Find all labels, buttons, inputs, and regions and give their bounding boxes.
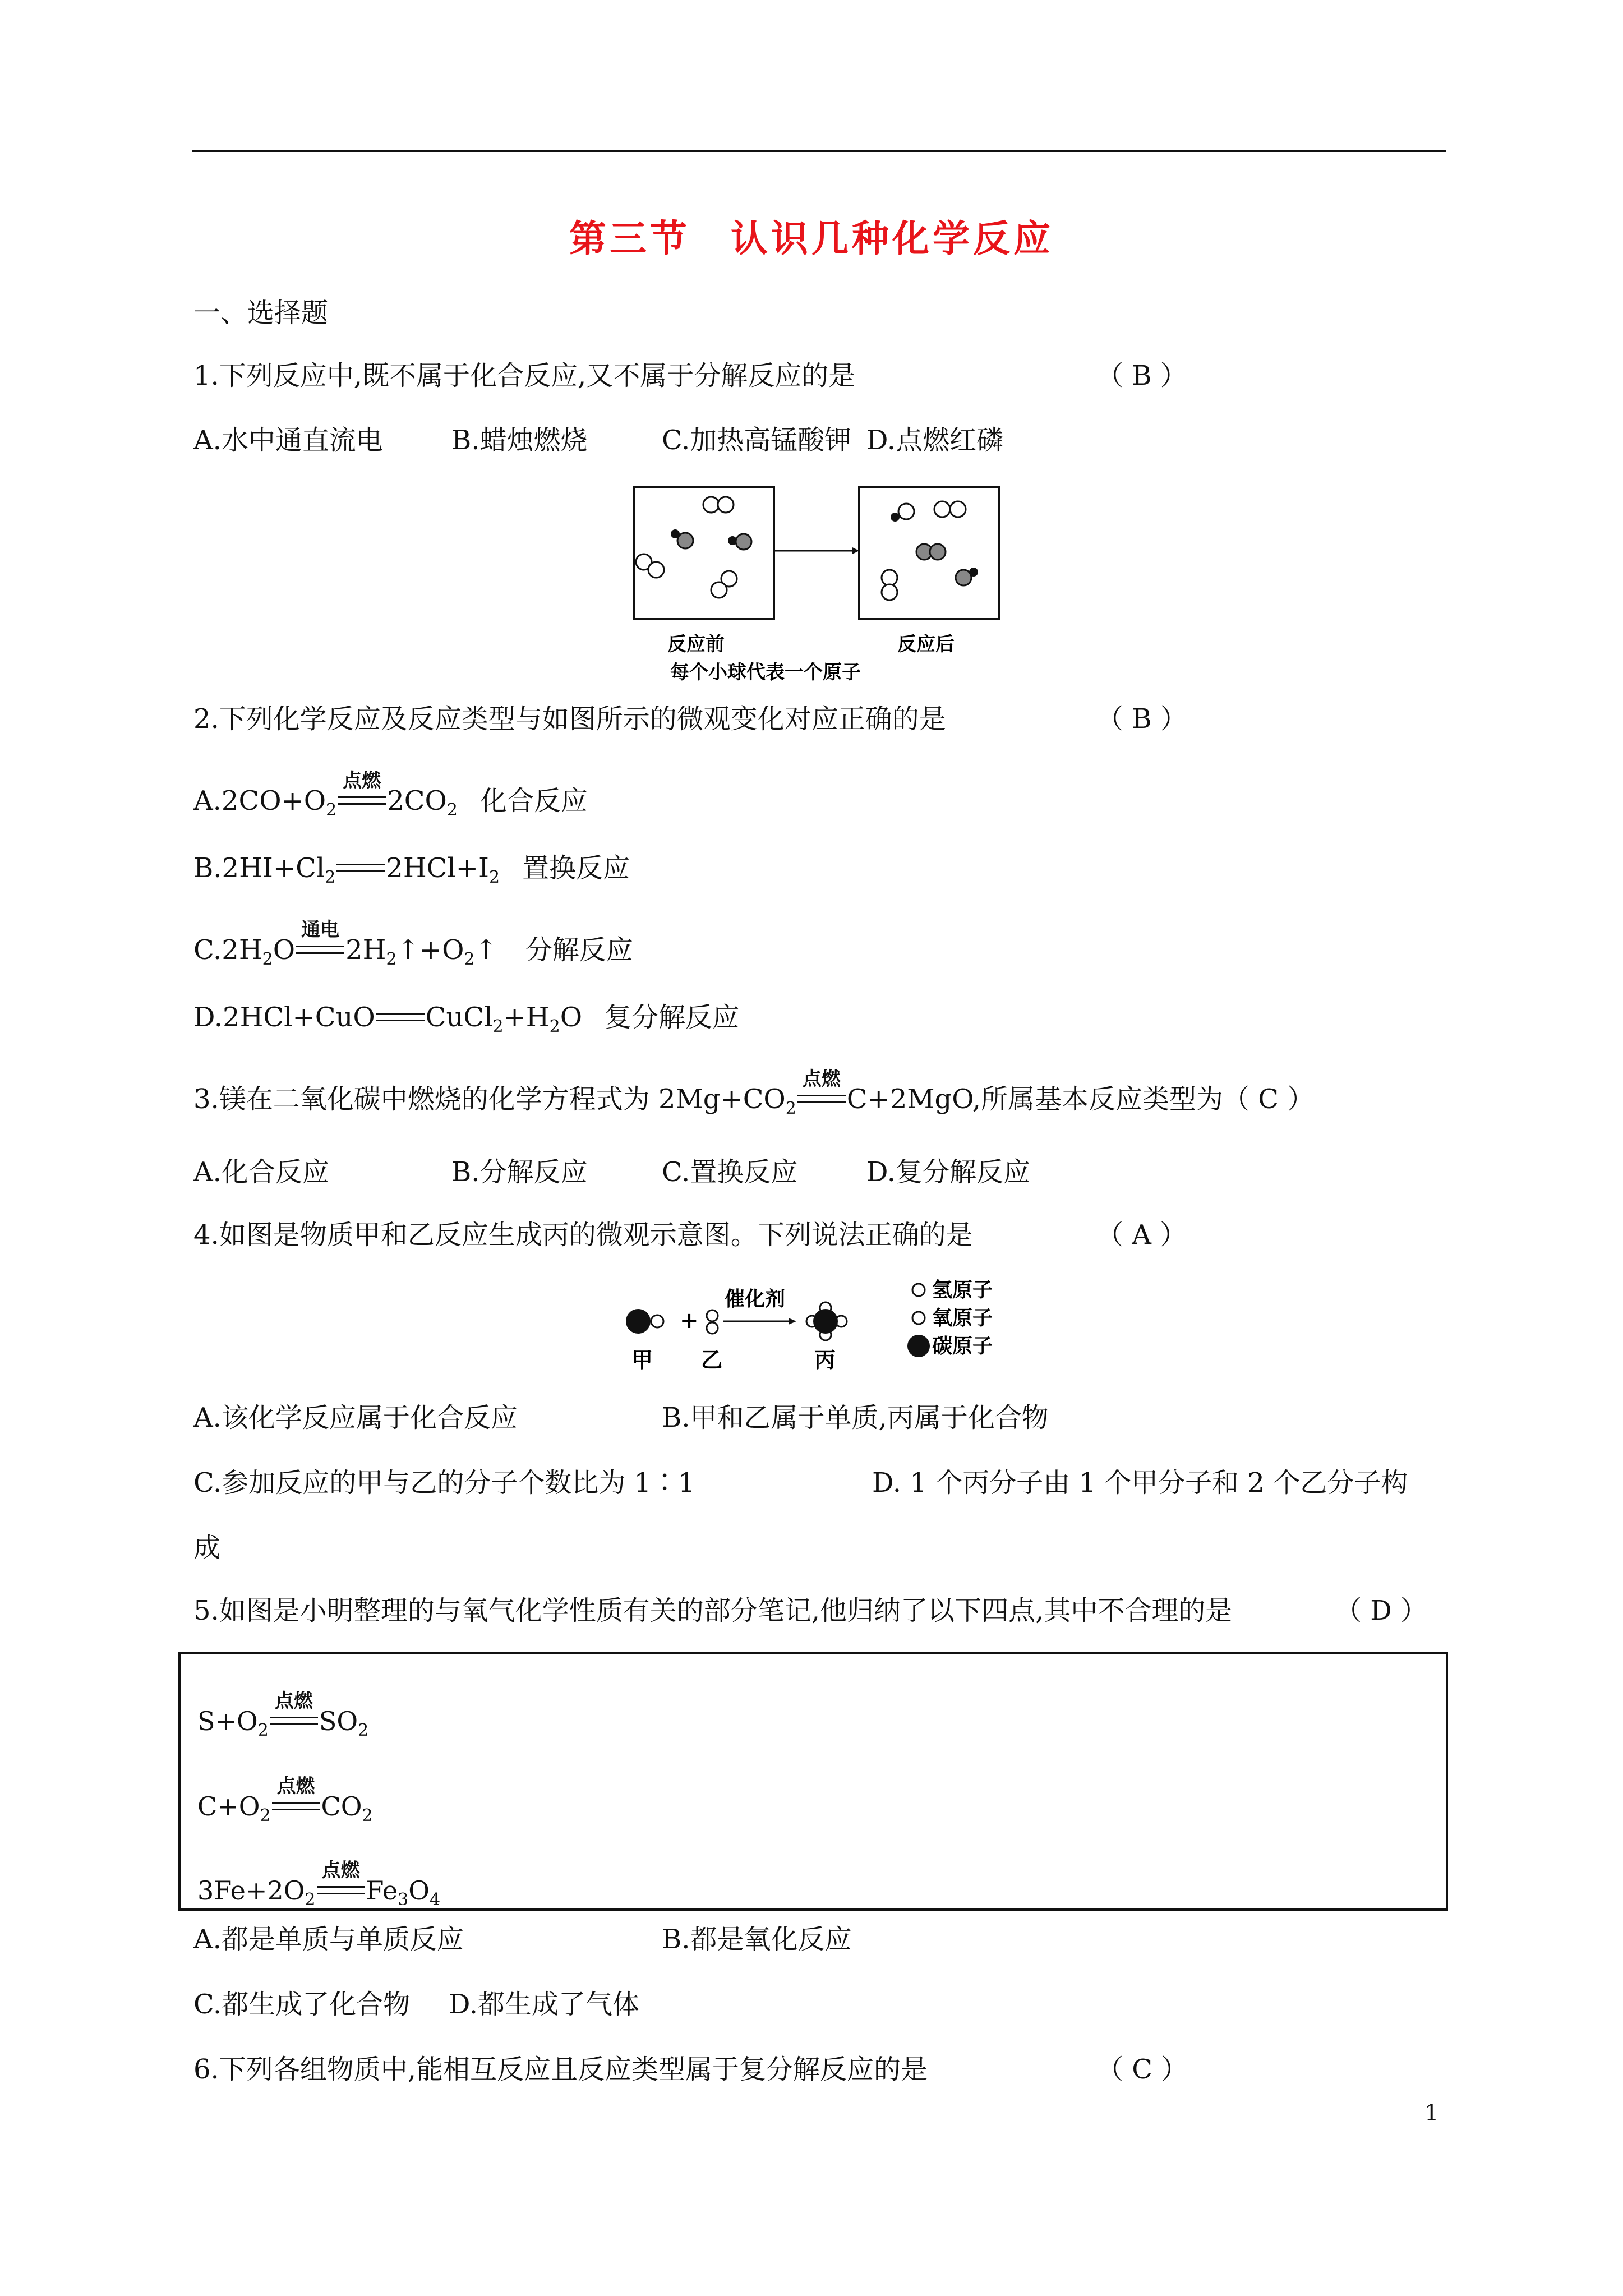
q3-option-b: B.分解反应 (451, 1156, 588, 1188)
svg-text:乙: 乙 (701, 1348, 723, 1372)
q5-stem: 5.如图是小明整理的与氧气化学性质有关的部分笔记,他归纳了以下四点,其中不合理的是 (193, 1595, 1233, 1626)
q1-option-b: B.蜡烛燃烧 (451, 425, 588, 456)
q3-stem: 3.镁在二氧化碳中燃烧的化学方程式为 $2Mg+CO_2$ 点燃 C+2MgO,所属基本反应类型为 (193, 1068, 1224, 1118)
q5-option-d: D.都生成了气体 (449, 1989, 640, 2020)
q6-answer: （ C ） (1096, 2054, 1188, 2085)
notes-equation-2: $C+O_2$ 点燃 $CO_2$ (197, 1775, 373, 1825)
q4-option-d: D. 1 个丙分子由 1 个甲分子和 2 个乙分子构 (872, 1467, 1408, 1499)
q3-option-c: C.置换反应 (662, 1156, 798, 1188)
section-heading: 一、选择题 (193, 297, 329, 329)
q2-stem: 2.下列化学反应及反应类型与如图所示的微观变化对应正确的是 (193, 703, 946, 735)
fig1-after-label: 反应后 (897, 633, 955, 656)
q2-option-d: D.2HCl+CuO $CuCl_2+H_2O$ 复分解反应 (193, 1002, 740, 1036)
page-title: 第三节 认识几种化学反应 (569, 217, 1054, 260)
q3-answer: （ C ） (1223, 1084, 1315, 1115)
q5-option-c: C.都生成了化合物 (193, 1989, 411, 2020)
q1-option-d: D.点燃红磷 (866, 425, 1004, 456)
svg-text:碳原子: 碳原子 (932, 1335, 993, 1358)
q2-option-c: $C.2H_2O$ 通电 $2H_2↑+O_2↑$ 分解反应 (193, 919, 633, 969)
q5-answer: （ D ） (1335, 1595, 1428, 1626)
q3-option-a: A.化合反应 (193, 1156, 329, 1188)
q4-option-a: A.该化学反应属于化合反应 (193, 1402, 518, 1433)
carbon-legend-icon (907, 1335, 930, 1357)
oxygen-legend-icon (912, 1312, 925, 1324)
svg-text:氢原子: 氢原子 (932, 1279, 993, 1302)
q4-reaction-figure (617, 1273, 1043, 1385)
q2-option-b: $B.2HI+Cl_2$ $2HCl+I_2$ 置换反应 (193, 852, 630, 887)
q5-option-b: B.都是氧化反应 (662, 1924, 852, 1955)
svg-text:催化剂: 催化剂 (725, 1288, 786, 1311)
q4-stem: 4.如图是物质甲和乙反应生成丙的微观示意图。下列说法正确的是 (193, 1219, 973, 1251)
fig1-caption: 每个小球代表一个原子 (670, 661, 861, 684)
svg-text:+: + (680, 1308, 699, 1334)
q1-option-a: A.水中通直流电 (193, 425, 383, 456)
q1-stem: 1.下列反应中,既不属于化合反应,又不属于分解反应的是 (193, 360, 856, 391)
q5-option-a: A.都是单质与单质反应 (193, 1924, 464, 1955)
svg-text:丙: 丙 (814, 1348, 836, 1372)
q4-option-b: B.甲和乙属于单质,丙属于化合物 (662, 1402, 1049, 1433)
notes-equation-1: $S+O_2$ 点燃 $SO_2$ (197, 1690, 369, 1740)
fig1-before-label: 反应前 (667, 633, 725, 656)
bing-carbon-atom (813, 1309, 838, 1334)
q1-answer: （ B ） (1096, 360, 1187, 391)
q4-option-c: C.参加反应的甲与乙的分子个数比为 1∶1 (193, 1467, 695, 1499)
q2-answer: （ B ） (1096, 703, 1187, 735)
svg-text:甲: 甲 (631, 1348, 653, 1372)
svg-text:氧原子: 氧原子 (932, 1307, 993, 1330)
page-number: 1 (1424, 2100, 1439, 2126)
q5-notes-box (178, 1652, 1448, 1911)
q6-stem: 6.下列各组物质中,能相互反应且反应类型属于复分解反应的是 (193, 2054, 928, 2085)
q3-option-d: D.复分解反应 (866, 1156, 1031, 1188)
notes-equation-3: $3Fe+2O_2$ 点燃 $Fe_3O_4$ (197, 1859, 441, 1910)
reaction-particle-figure (628, 482, 1032, 684)
q1-option-c: C.加热高锰酸钾 (662, 425, 852, 456)
header-rule (192, 150, 1446, 152)
q4-option-d-continued: 成 (193, 1532, 221, 1564)
q2-option-a: $A.2CO+O_2$ 点燃 $2CO_2$ 化合反应 (193, 769, 588, 820)
jia-oxygen-atom (651, 1315, 663, 1327)
jia-carbon-atom (626, 1309, 651, 1334)
hydrogen-legend-icon (912, 1284, 925, 1296)
q4-answer: （ A ） (1096, 1219, 1187, 1251)
